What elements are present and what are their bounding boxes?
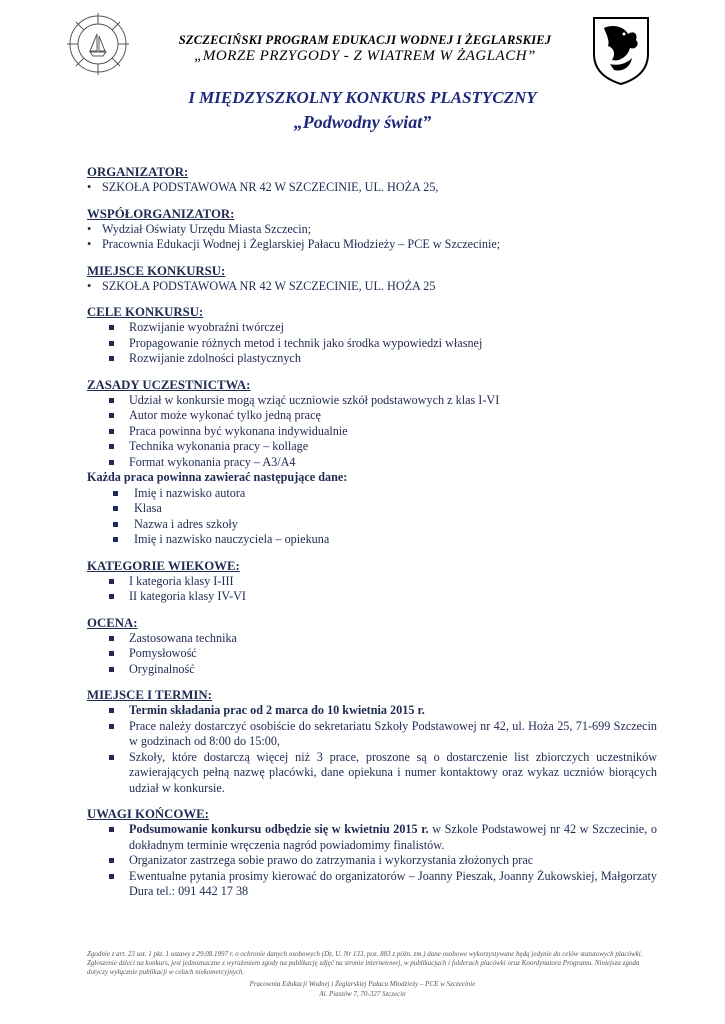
list-item: • Wydział Oświaty Urzędu Miasta Szczecin; [87, 222, 657, 238]
section-heading: CELE KONKURSU: [87, 305, 204, 319]
list-item: Rozwijanie wyobraźni twórczej [87, 320, 657, 336]
section-kategorie [87, 558, 657, 605]
program-motto: „MORZE PRZYGODY - Z WIATREM W ŻAGLACH” [194, 48, 536, 64]
list-item: Imię i nazwisko autora [87, 486, 657, 502]
page-title: I MIĘDZYSZKOLNY KONKURS PLASTYCZNY [188, 88, 537, 107]
section-termin [87, 687, 657, 796]
list-item: Szkoły, które dostarczą więcej niż 3 prace, proszone są o dostarczenie list zbiorczych uczestników zawierających pełną nazwę placówki, dane opiekuna i numer kontaktowy oraz wykaz uczniów biorących udział w konkursie. [87, 750, 657, 797]
list-item: Propagowanie różnych metod i technik jako środka wypowiedzi własnej [87, 336, 657, 352]
document-body [87, 164, 657, 910]
list-item: Format wykonania pracy – A3/A4 [87, 455, 657, 471]
list-item [87, 822, 657, 853]
list-item: Oryginalność [87, 662, 657, 678]
section-ocena [87, 615, 657, 678]
list-item: Autor może wykonać tylko jedną pracę [87, 408, 657, 424]
list-item: Pomysłowość [87, 646, 657, 662]
section-heading: OCENA: [87, 615, 138, 630]
section-heading: MIEJSCE I TERMIN: [87, 688, 212, 702]
list-item: Organizator zastrzega sobie prawo do zatrzymania i wykorzystania złożonych prac [87, 853, 657, 869]
program-logo [66, 12, 130, 76]
list-item: Prace należy dostarczyć osobiście do sekretariatu Szkoły Podstawowej nr 42, ul. Hoża 25, 71-699 Szczecin w godzinach od 8:00 do 15:00, [87, 719, 657, 750]
szczecin-coat-of-arms-logo [590, 14, 652, 86]
list-item: Klasa [87, 501, 657, 517]
section-miejsce-konkursu [87, 263, 657, 295]
section-cele [87, 304, 657, 367]
list-item: Imię i nazwisko nauczyciela – opiekuna [87, 532, 657, 548]
list-item: Rozwijanie zdolności plastycznych [87, 351, 657, 367]
list-item: Praca powinna być wykonana indywidualnie [87, 424, 657, 440]
list-item: Technika wykonania pracy – kollage [87, 439, 657, 455]
section-heading: MIEJSCE KONKURSU: [87, 263, 226, 278]
section-heading: UWAGI KOŃCOWE: [87, 807, 209, 821]
privacy-footnote: Zgodnie z art. 23 ust. 1 pkt. 1 ustawy z 29.08.1997 r. o ochronie danych osobowych (Dz. U. Nr 133, poz. 883 z późn. zm.) dane osobowe wykorzystywane będą jedynie do celów statutowych placówki. Zgłoszenie dzieci na konkurs, jest jednoznaczne z wyrażeniem zgody na publikację zdjęć na stronie internetowej, w publikacjach i folderach placówki oraz Koordynatora Programu. Niniejsza zgoda dotyczy wyłącznie publikacji w celach niekomercyjnych. [87, 950, 643, 976]
section-uwagi [87, 806, 657, 900]
section-organizator [87, 164, 657, 196]
program-name: SZCZECIŃSKI PROGRAM EDUKACJI WODNEJ I ŻEGLARSKIEJ [178, 33, 552, 47]
footer-address: Al. Piastów 7, 70-327 Szczecin [319, 990, 406, 998]
summary-date-text: Podsumowanie konkursu odbędzie się w kwietniu 2015 r. [129, 822, 429, 836]
section-heading: WSPÓŁORGANIZATOR: [87, 206, 235, 221]
list-item: II kategoria klasy IV-VI [87, 589, 657, 605]
list-item: • Pracownia Edukacji Wodnej i Żeglarskiej Pałacu Młodzieży – PCE w Szczecinie; [87, 237, 657, 253]
footer-institution: Pracownia Edukacji Wodnej i Żeglarskiej Pałacu Młodzieży – PCE w Szczecinie [249, 980, 476, 988]
section-heading: ORGANIZATOR: [87, 165, 189, 179]
list-item: • SZKOŁA PODSTAWOWA NR 42 W SZCZECINIE, UL. HOŻA 25 [87, 279, 657, 295]
list-item: Zastosowana technika [87, 631, 657, 647]
section-zasady [87, 377, 657, 548]
page-subtitle: „Podwodny świat” [293, 112, 432, 132]
section-heading: ZASADY UCZESTNICTWA: [87, 377, 251, 392]
required-data-heading: Każda praca powinna zawierać następujące dane: [87, 470, 348, 484]
list-item: Ewentualne pytania prosimy kierować do organizatorów – Joanny Pieszak, Joanny Żukowskiej, Małgorzaty Dura tel.: 091 442 17 38 [87, 869, 657, 900]
list-item: • SZKOŁA PODSTAWOWA NR 42 W SZCZECINIE, UL. HOŻA 25, [87, 180, 657, 196]
list-item: Nazwa i adres szkoły [87, 517, 657, 533]
list-item: Udział w konkursie mogą wziąć uczniowie szkół podstawowych z klas I-VI [87, 393, 657, 409]
list-item: I kategoria klasy I-III [87, 574, 657, 590]
summary-rest-text: w Szkole Podstawowej nr 42 w Szczecinie, o dokładnym terminie wręczenia nagród powiadomimy finalistów. [129, 822, 657, 852]
section-heading: KATEGORIE WIEKOWE: [87, 558, 240, 573]
section-wspolorganizator [87, 206, 657, 253]
list-item: Termin składania prac od 2 marca do 10 kwietnia 2015 r. [87, 703, 657, 719]
